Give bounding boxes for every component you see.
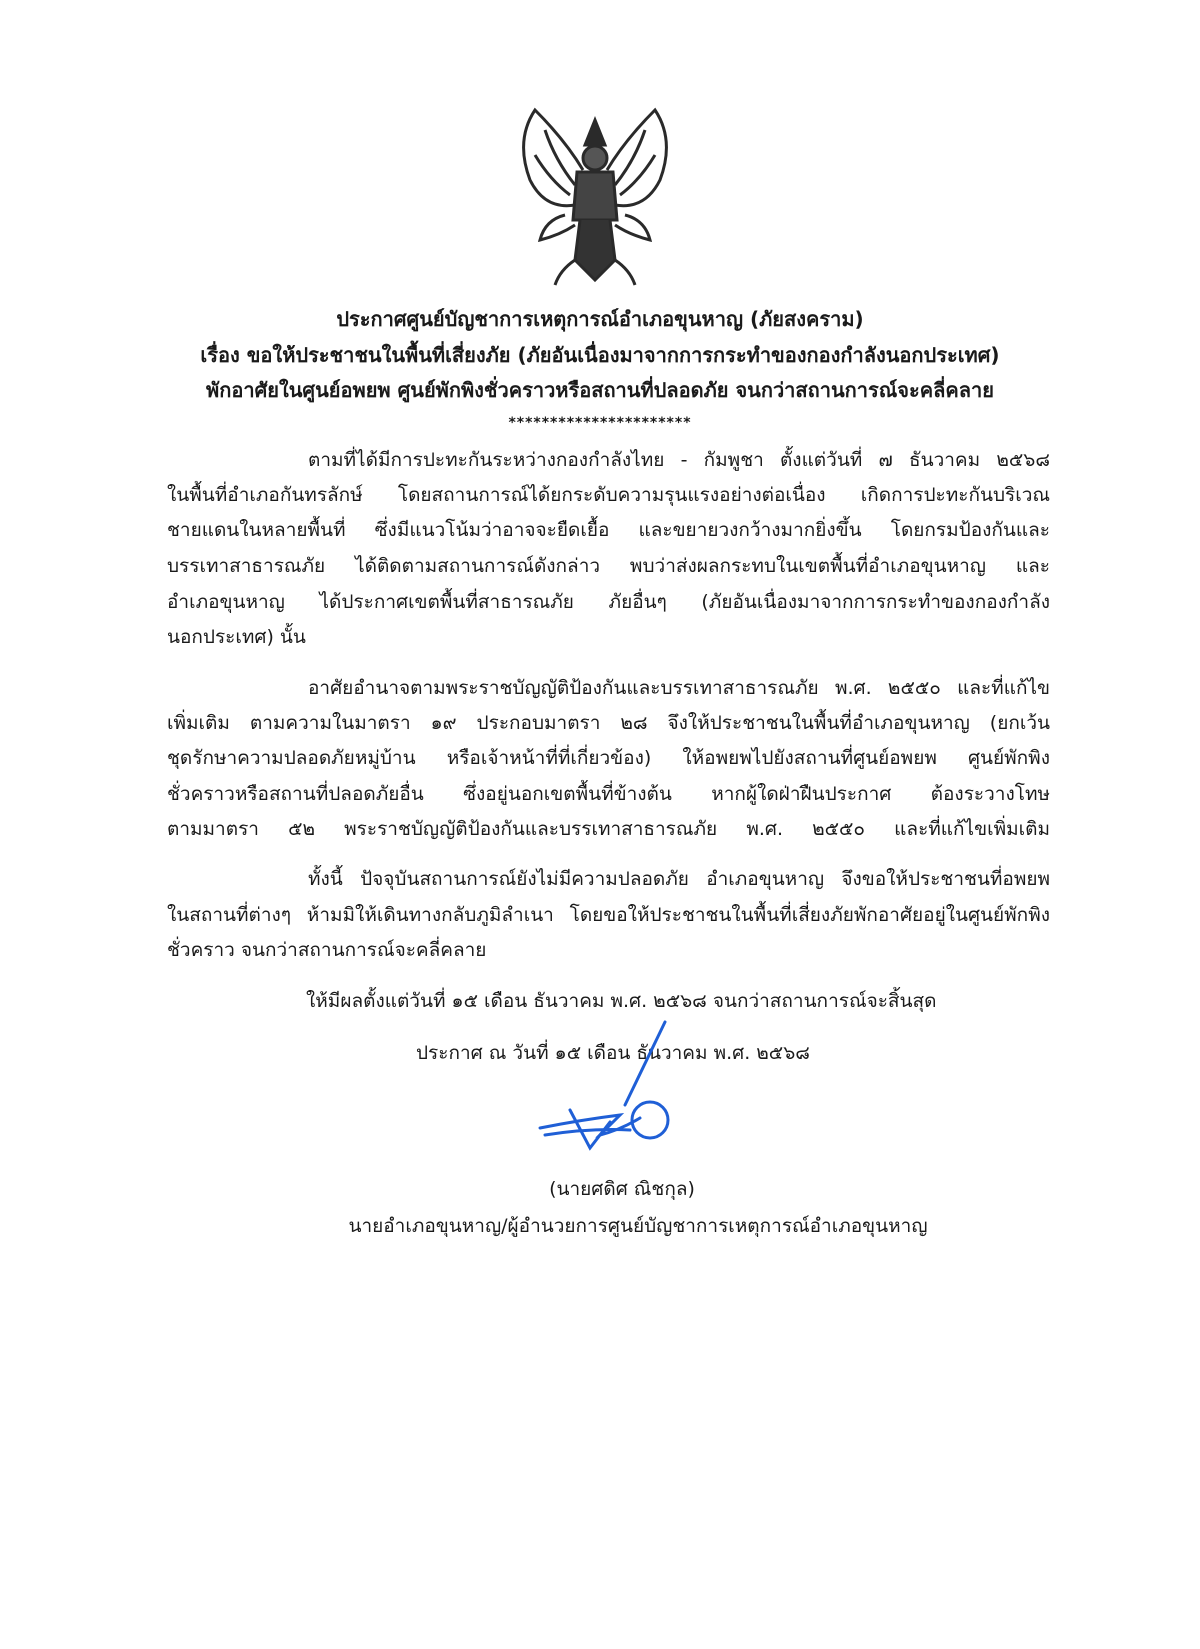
text-line: ชุดรักษาความปลอดภัยหมู่บ้าน หรือเจ้าหน้าที่ที่เกี่ยวข้อง) ให้อพยพไปยังสถานที่ศูนย์อพยพ ศูนย์พักพิง bbox=[167, 747, 1050, 769]
text-line: อำเภอขุนหาญ ได้ประกาศเขตพื้นที่สาธารณภัย ภัยอื่นๆ (ภัยอันเนื่องมาจากการกระทำของกองกำลัง bbox=[167, 591, 1050, 613]
text-line: เพิ่มเติม ตามความในมาตรา ๑๙ ประกอบมาตรา ๒๘ จึงให้ประชาชนในพื้นที่อำเภอขุนหาญ (ยกเว้น bbox=[167, 712, 1050, 734]
text-line: บรรเทาสาธารณภัย ได้ติดตามสถานการณ์ดังกล่าว พบว่าส่งผลกระทบในเขตพื้นที่อำเภอขุนหาญ และ bbox=[167, 555, 1050, 577]
text-line: ตามมาตรา ๕๒ พระราชบัญญัติป้องกันและบรรเทาสาธารณภัย พ.ศ. ๒๕๕๐ และที่แก้ไขเพิ่มเติม bbox=[167, 818, 1050, 840]
text-line: ชายแดนในหลายพื้นที่ ซึ่งมีแนวโน้มว่าอาจจะยืดเยื้อ และขยายวงกว้างมากยิ่งขึ้น โดยกรมป้องกันและ bbox=[167, 519, 1050, 541]
announcement-date: ประกาศ ณ วันที่ ๑๕ เดือน ธันวาคม พ.ศ. ๒๕๖๘ bbox=[416, 1042, 810, 1064]
text-line: ทั้งนี้ ปัจจุบันสถานการณ์ยังไม่มีความปลอดภัย อำเภอขุนหาญ จึงขอให้ประชาชนที่อพยพ bbox=[308, 868, 1050, 890]
effective-date: ให้มีผลตั้งแต่วันที่ ๑๕ เดือน ธันวาคม พ.ศ. ๒๕๖๘ จนกว่าสถานการณ์จะสิ้นสุด bbox=[306, 990, 937, 1012]
text-line: นอกประเทศ) นั้น bbox=[167, 626, 306, 648]
text-line: ในพื้นที่อำเภอกันทรลักษ์ โดยสถานการณ์ได้ยกระดับความรุนแรงอย่างต่อเนื่อง เกิดการปะทะกันบริเวณ bbox=[167, 484, 1050, 506]
text-line: ชั่วคราวหรือสถานที่ปลอดภัยอื่น ซึ่งอยู่นอกเขตพื้นที่ข้างต้น หากผู้ใดฝ่าฝืนประกาศ ต้องระวางโทษ bbox=[167, 783, 1050, 805]
signatory-position: นายอำเภอขุนหาญ/ผู้อำนวยการศูนย์บัญชาการเหตุการณ์อำเภอขุนหาญ bbox=[348, 1215, 928, 1237]
signature bbox=[530, 1010, 690, 1160]
subject-line-continued: พักอาศัยในศูนย์อพยพ ศูนย์พักพิงชั่วคราวหรือสถานที่ปลอดภัย จนกว่าสถานการณ์จะคลี่คลาย bbox=[206, 378, 994, 402]
text-line: ตามที่ได้มีการปะทะกันระหว่างกองกำลังไทย - กัมพูชา ตั้งแต่วันที่ ๗ ธันวาคม ๒๕๖๘ bbox=[308, 449, 1050, 471]
subject-line: เรื่อง ขอให้ประชาชนในพื้นที่เสี่ยงภัย (ภัยอันเนื่องมาจากการกระทำของกองกำลังนอกประเทศ) bbox=[200, 343, 1000, 367]
signatory-name: (นายศดิศ ณิชกุล) bbox=[549, 1178, 695, 1200]
announcement-title: ประกาศศูนย์บัญชาการเหตุการณ์อำเภอขุนหาญ (ภัยสงคราม) bbox=[336, 307, 864, 331]
text-line: ในสถานที่ต่างๆ ห้ามมิให้เดินทางกลับภูมิลำเนา โดยขอให้ประชาชนในพื้นที่เสี่ยงภัยพักอาศัยอยู่ในศูนย์พักพิง bbox=[167, 904, 1050, 926]
text-line: ชั่วคราว จนกว่าสถานการณ์จะคลี่คลาย bbox=[167, 939, 487, 961]
garuda-emblem-icon bbox=[505, 100, 685, 290]
separator: ********************** bbox=[508, 415, 692, 431]
text-line: อาศัยอำนาจตามพระราชบัญญัติป้องกันและบรรเทาสาธารณภัย พ.ศ. ๒๕๕๐ และที่แก้ไข bbox=[308, 677, 1050, 699]
